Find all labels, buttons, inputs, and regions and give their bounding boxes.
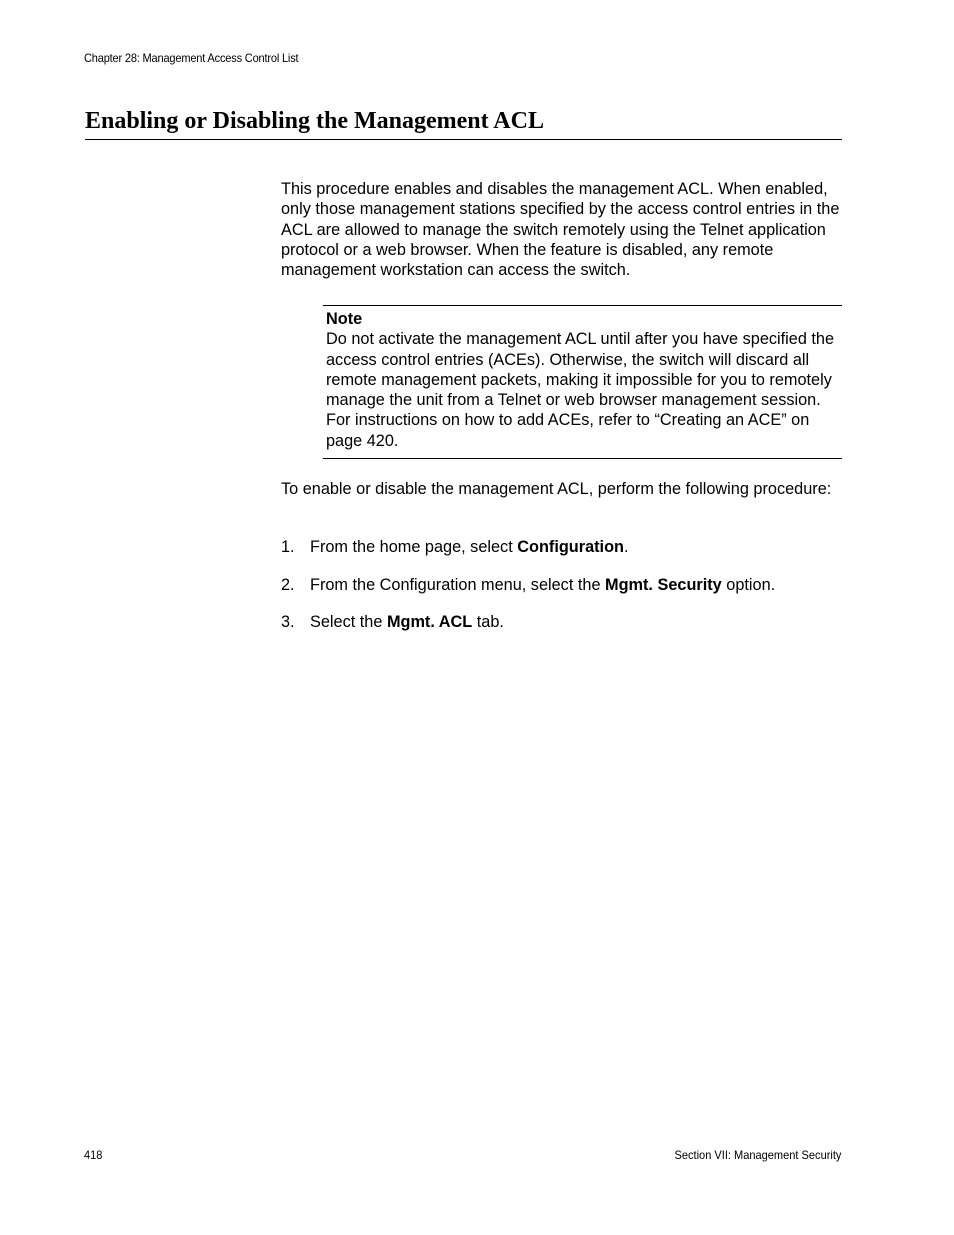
section-title: Enabling or Disabling the Management ACL <box>85 107 842 140</box>
step-text: From the home page, select <box>310 538 518 556</box>
step-text-end: option. <box>721 576 776 594</box>
step-bold-term: Configuration <box>517 538 624 556</box>
step-text-end: tab. <box>472 613 504 631</box>
procedure-step-2 <box>281 575 775 595</box>
step-bold-term: Mgmt. Security <box>605 576 722 594</box>
page-number: 418 <box>84 1148 103 1162</box>
intro-paragraph: This procedure enables and disables the management ACL. When enabled, only those management stations specified by the access control entries in the ACL are allowed to manage the switch remotely using the Telnet application protocol or a web browser. When the feature is disabled, any remote management workstation can access the switch. <box>281 180 840 280</box>
step-number: 2. <box>281 576 295 594</box>
step-text: From the Configuration menu, select the <box>310 576 606 594</box>
note-box <box>323 305 842 459</box>
procedure-intro: To enable or disable the management ACL, perform the following procedure: <box>281 480 832 498</box>
procedure-step-1 <box>281 537 629 557</box>
note-text: Do not activate the management ACL until after you have specified the access control entries (ACEs). Otherwise, the switch will discard all remote management packets, making it impossible for you to remotely manage the unit from a Telnet or web browser management session. For instructions on how to add ACEs, refer to “Creating an ACE” on page 420. <box>326 330 835 450</box>
step-number: 1. <box>281 538 295 556</box>
step-text-end: . <box>623 538 629 556</box>
running-header: Chapter 28: Management Access Control List <box>84 51 299 65</box>
step-number: 3. <box>281 613 295 631</box>
step-bold-term: Mgmt. ACL <box>386 613 473 631</box>
footer-section: Section VII: Management Security <box>674 1148 841 1162</box>
procedure-step-3 <box>281 612 504 632</box>
step-text: Select the <box>310 613 387 631</box>
note-title: Note <box>326 310 363 328</box>
